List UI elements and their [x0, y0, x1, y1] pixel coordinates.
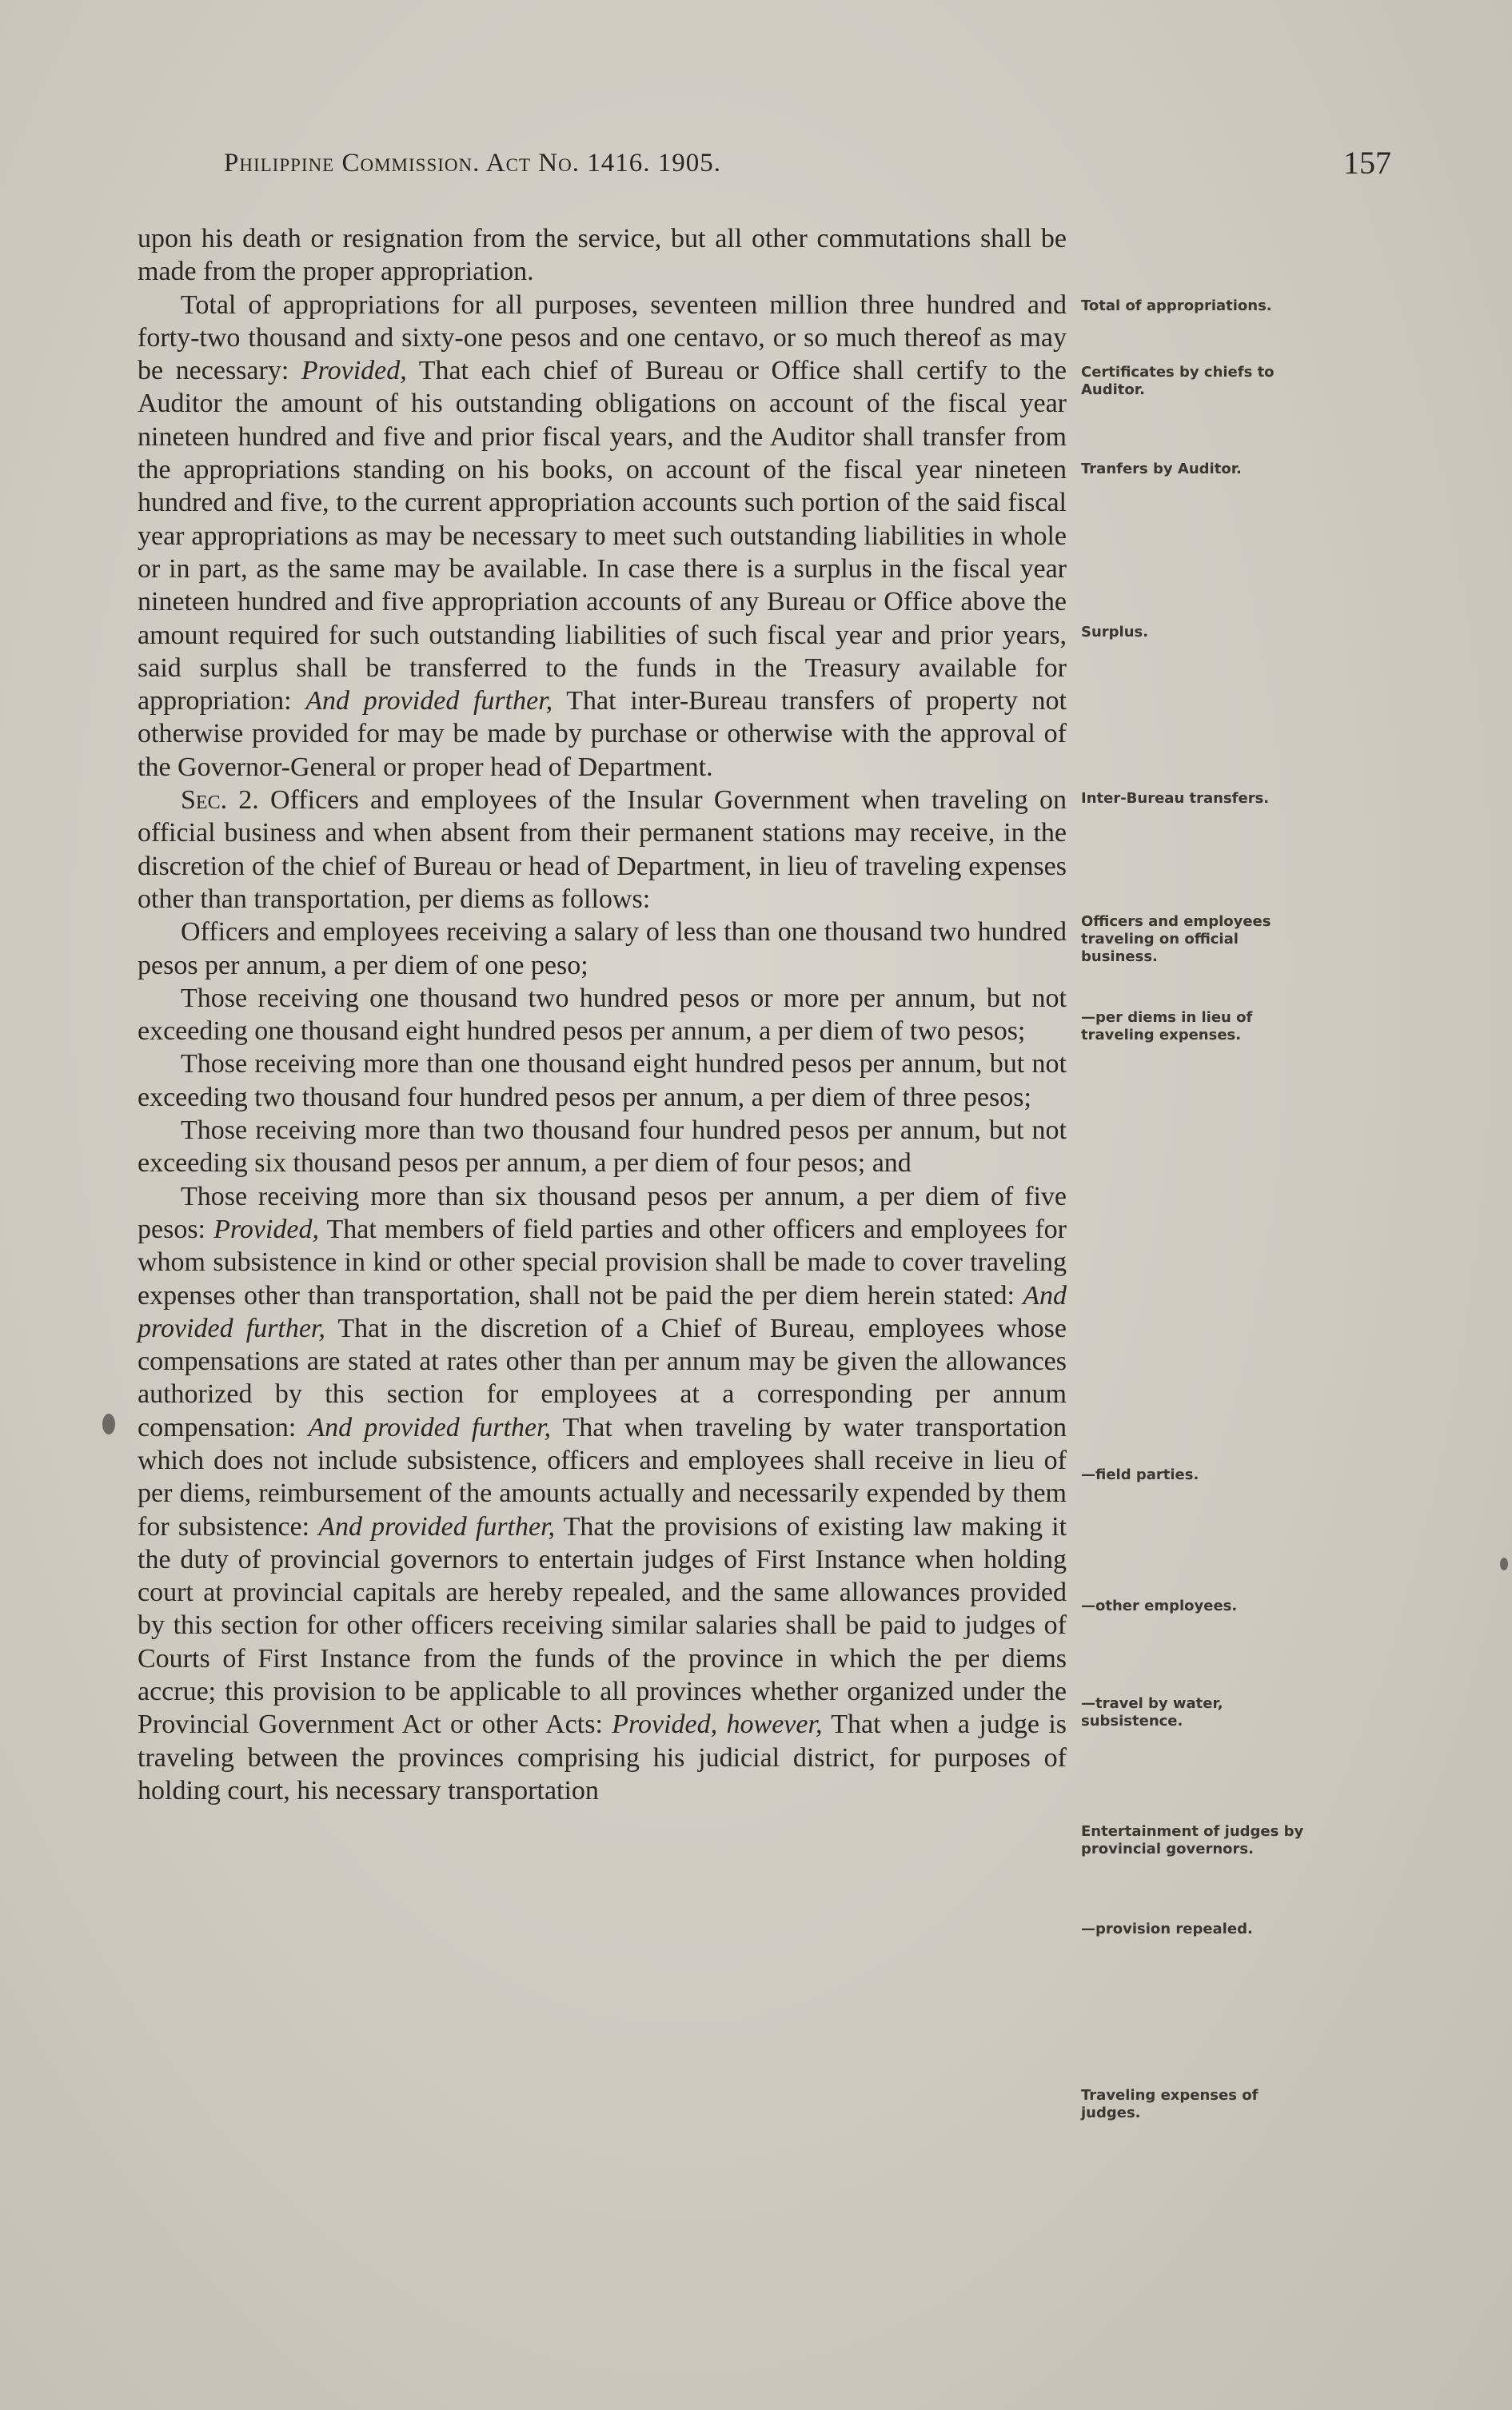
- italic-run: And provided further,: [308, 1412, 552, 1442]
- paragraph: [138, 289, 1067, 784]
- text-run: Those receiving more than six thousand pesos per annum, a per diem of five pesos:: [138, 1181, 1067, 1244]
- running-head-title: Philippine Commission. Act No. 1416. 1905.: [224, 149, 721, 178]
- italic-run: Provided,: [301, 356, 407, 386]
- margin-note: Entertainment of judges by provincial governors.: [1081, 1823, 1304, 1857]
- paragraph: [138, 982, 1067, 1048]
- margin-note: —travel by water, subsistence.: [1081, 1695, 1223, 1730]
- text-run: Total of appropriations for all purposes, seventeen million three hundred and forty-two thousand and sixty-one pesos and one centavo, or so much thereof as may be necessary:: [138, 289, 1067, 386]
- text-run: That each chief of Bureau or Office shall certify to the Auditor the amount of his outstanding obligations on account of the fiscal year nineteen hundred and five and prior fiscal years, and the Auditor shall transfer from the appropriations standing on his books, on account of the fiscal year nineteen hundred and five, to the current appropriation accounts such portion of the said fiscal year appropriations as may be necessary to meet such outstanding liabilities in whole or in part, as the same may be available. In case there is a surplus in the fiscal year nineteen hundred and five appropriation accounts of any Bureau or Office above the amount required for such outstanding liabilities of such fiscal year and prior years, said surplus shall be transferred to the funds in the Treasury available for appropriation:: [138, 356, 1067, 716]
- margin-note: Tranfers by Auditor.: [1081, 461, 1242, 477]
- paragraph: [138, 1180, 1067, 1808]
- paragraph: [138, 916, 1067, 982]
- italic-run: And provided further,: [305, 686, 553, 716]
- text-run: Those receiving one thousand two hundred pesos or more per annum, but not exceeding one thousand eight hundred pesos per annum, a per diem of two pesos;: [138, 983, 1067, 1047]
- margin-note: Certificates by chiefs to Auditor.: [1081, 364, 1275, 398]
- paper-speck: [1500, 1558, 1508, 1570]
- paper-speck: [102, 1414, 115, 1434]
- margin-note: Inter-Bureau transfers.: [1081, 790, 1270, 807]
- italic-run: Provided,: [213, 1214, 319, 1244]
- text-run: Officers and employees of the Insular Government when traveling on official business and when absent from their permanent stations may receive, in the discretion of the chief of Bureau or head of Department, in lieu of traveling expenses other than transportation, per diems as follows:: [138, 785, 1067, 914]
- italic-run: And provided further,: [318, 1511, 556, 1542]
- text-run: That in the discretion of a Chief of Bureau, employees whose compensations are stated at rates other than per annum may be given the allowances authorized by this section for employees at a corresponding per annum compensation:: [138, 1313, 1067, 1442]
- body-text: [138, 222, 1067, 1807]
- text-run: That when traveling by water transportation which does not include subsistence, officers and employees shall receive in lieu of per diems, reimbursement of the amounts actually and necessarily expended by them for subsistence:: [138, 1412, 1067, 1542]
- margin-note: Officers and employees traveling on official business.: [1081, 913, 1271, 965]
- italic-run: And provided further,: [138, 1280, 1067, 1343]
- running-head: [0, 144, 1512, 192]
- text-run: That the provisions of existing law making it the duty of provincial governors to entertain judges of First Instance when holding court at provincial capitals are hereby repealed, and the same allowances provided by this section for other officers receiving similar salaries shall be paid to judges of Courts of First Instance from the funds of the province in which the per diems accrue; this provision to be applicable to all provinces whether organized under the Provincial Government Act or other Acts:: [138, 1511, 1067, 1740]
- text-run: Those receiving more than two thousand four hundred pesos per annum, but not exceeding six thousand pesos per annum, a per diem of four pesos; and: [138, 1115, 1067, 1179]
- text-run: upon his death or resignation from the service, but all other commutations shall be made from the proper appropriation.: [138, 224, 1067, 287]
- italic-run: Provided, however,: [612, 1710, 823, 1740]
- margin-note: —other employees.: [1081, 1598, 1238, 1614]
- paragraph: [138, 1047, 1067, 1114]
- text-run: That when a judge is traveling between the provinces comprising his judicial district, for purposes of holding court, his necessary transportation: [138, 1710, 1067, 1806]
- margin-note: —provision repealed.: [1081, 1921, 1253, 1937]
- text-run: Officers and employees receiving a salary of less than one thousand two hundred pesos per annum, a per diem of one peso;: [138, 917, 1067, 980]
- text-run: That members of field parties and other officers and employees for whom subsistence in kind or other special provision shall be made to cover traveling expenses other than transportation, shall not be paid the per diem herein stated:: [138, 1214, 1067, 1311]
- margin-note: Traveling expenses of judges.: [1081, 2087, 1259, 2121]
- paragraph: [138, 1114, 1067, 1180]
- section-label: Sec. 2.: [181, 785, 259, 816]
- text-run: That inter-Bureau transfers of property not otherwise provided for may be made by purchase or otherwise with the approval of the Governor-General or proper head of Department.: [138, 686, 1067, 782]
- margin-note: —per diems in lieu of traveling expenses.: [1081, 1009, 1253, 1043]
- page-number: 157: [1343, 145, 1391, 181]
- margin-note: —field parties.: [1081, 1466, 1199, 1483]
- margin-note: Surplus.: [1081, 624, 1149, 640]
- paragraph: [138, 222, 1067, 289]
- paragraph: [138, 784, 1067, 916]
- margin-note: Total of appropriations.: [1081, 297, 1272, 314]
- text-run: Those receiving more than one thousand eight hundred pesos per annum, but not exceeding two thousand four hundred pesos per annum, a per diem of three pesos;: [138, 1049, 1067, 1112]
